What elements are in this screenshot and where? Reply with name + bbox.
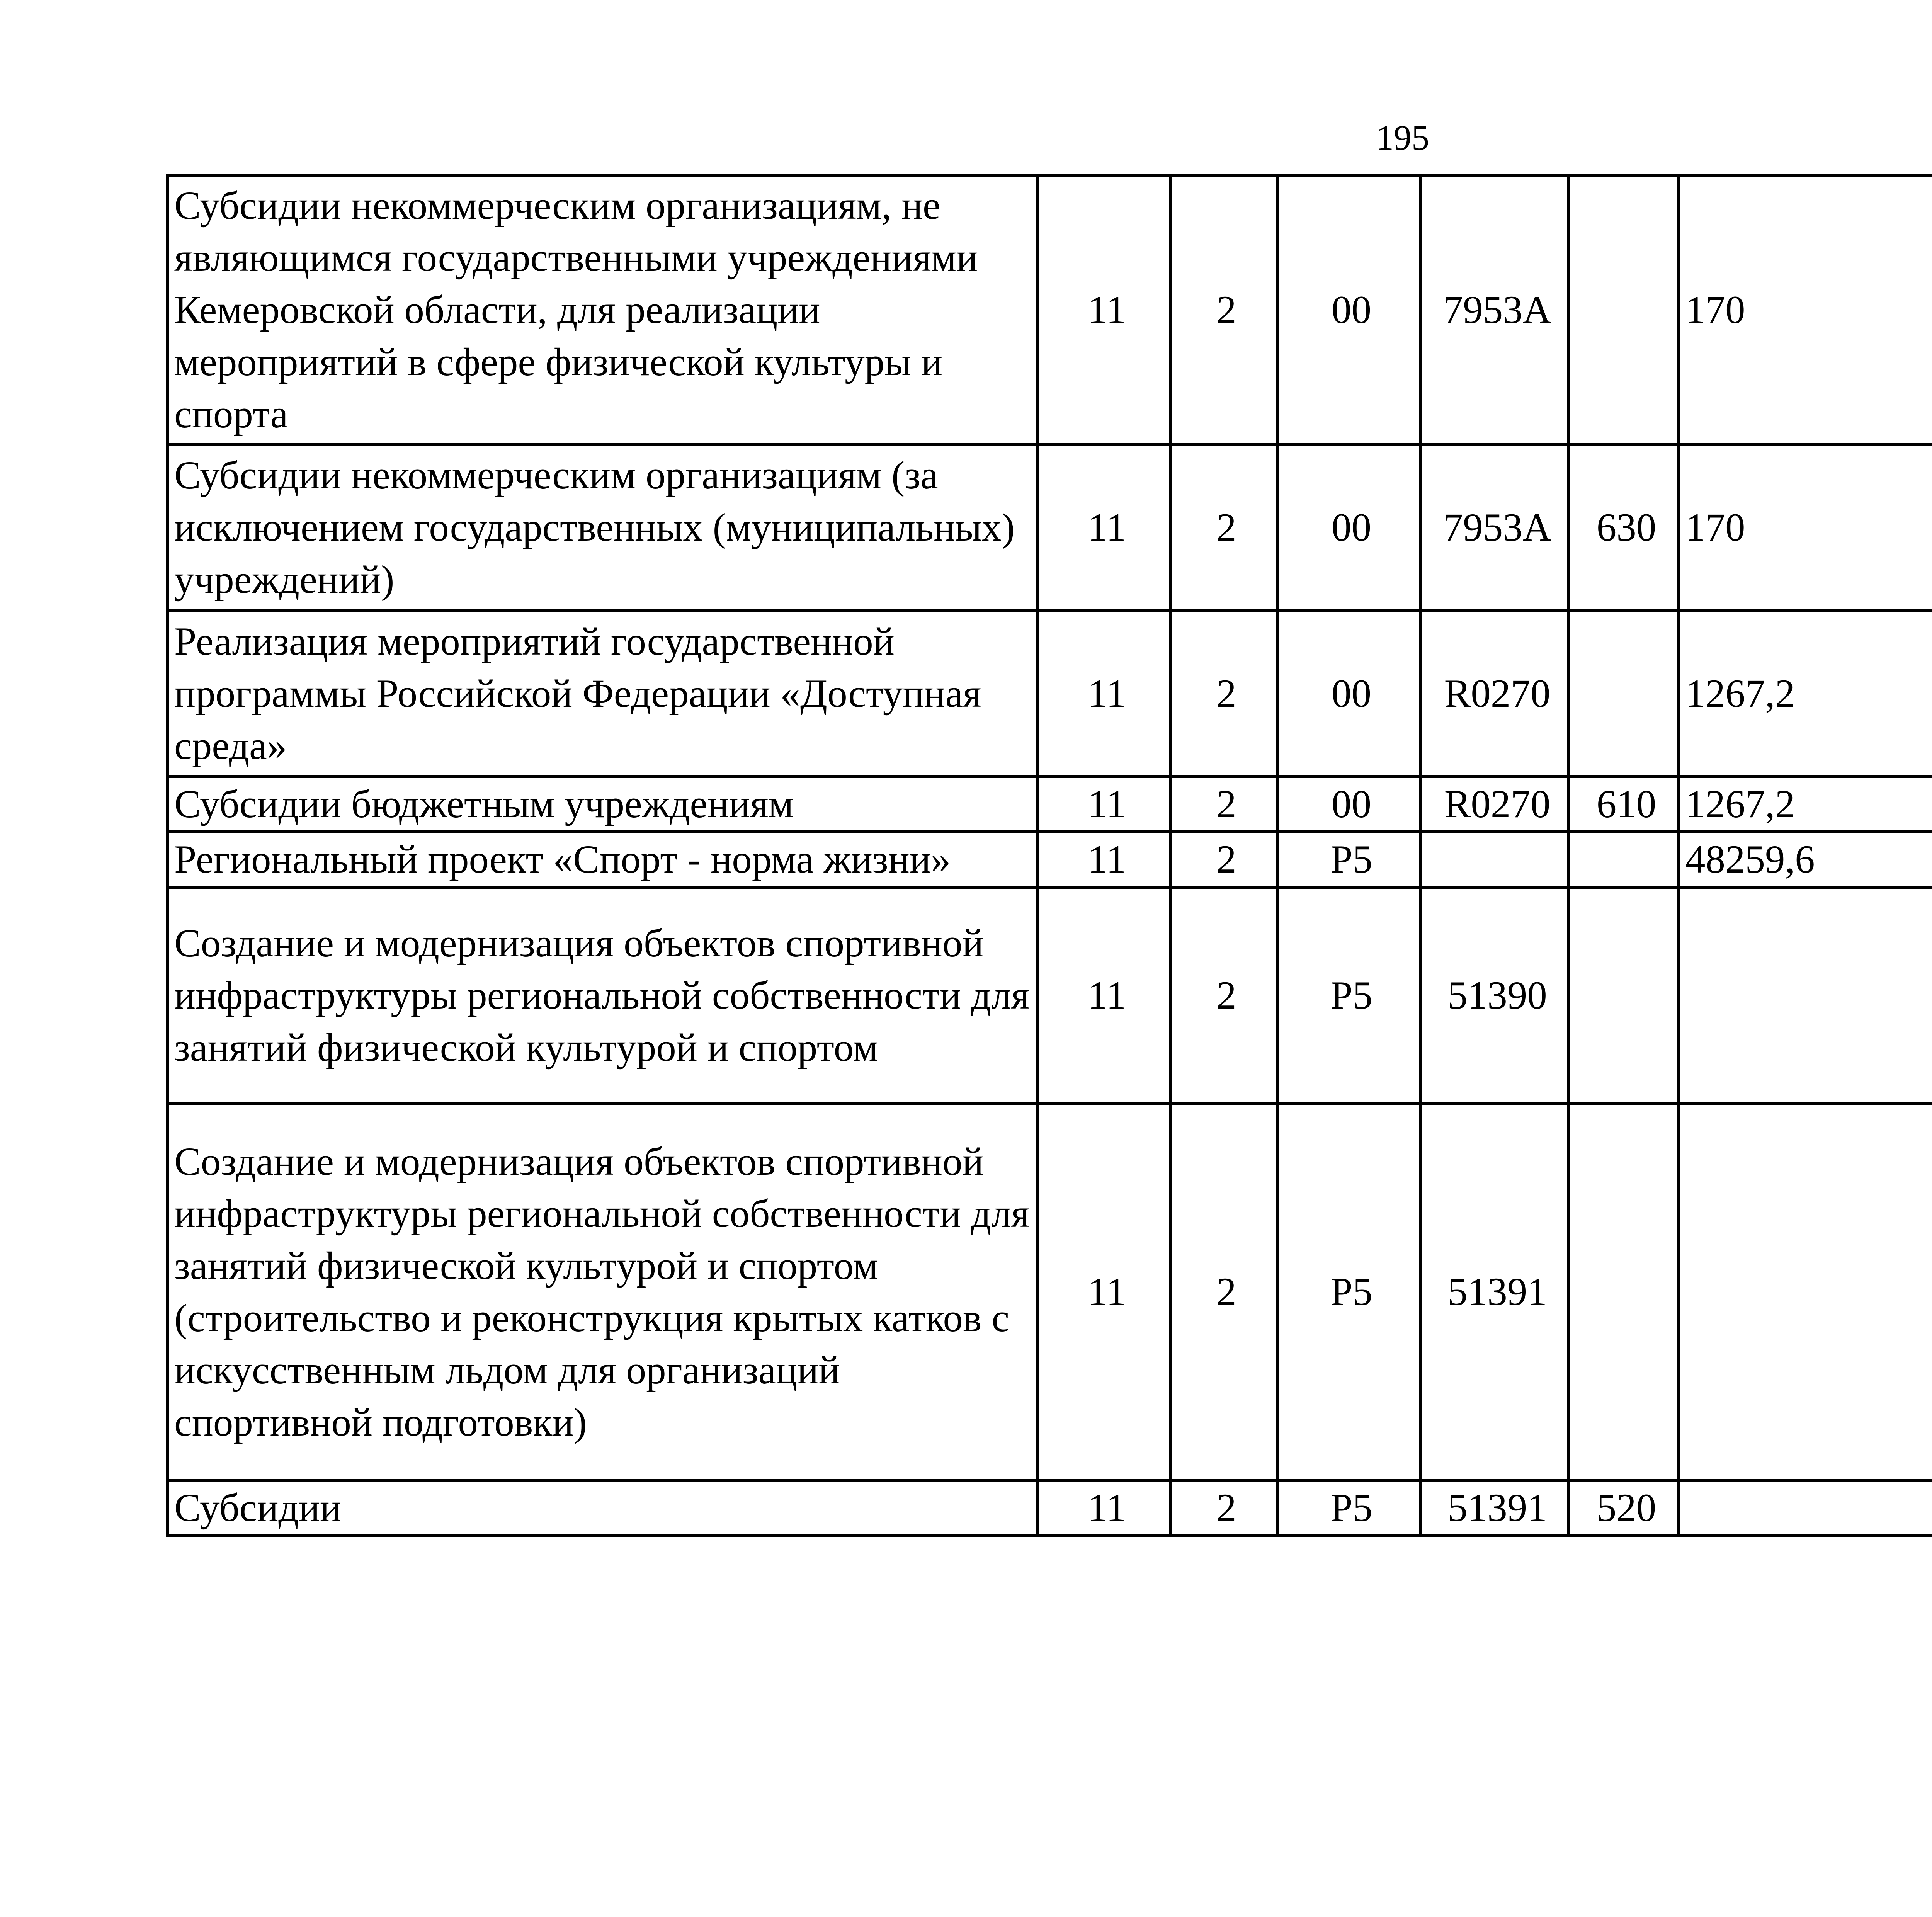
cell-subsection: 2 (1170, 887, 1277, 1104)
cell-amount-year-1: 170 (1679, 176, 1932, 444)
cell-amount-year-1: 1267,2 (1679, 611, 1932, 777)
cell-program: P5 (1277, 1480, 1420, 1536)
cell-item (1420, 832, 1569, 887)
cell-program: 00 (1277, 777, 1420, 832)
cell-expense-kind (1569, 1104, 1679, 1480)
cell-expense-kind: 520 (1569, 1480, 1679, 1536)
row-name: Создание и модернизация объектов спортивной инфраструктуры региональной собственности для занятий физической культурой и спортом (строительство и реконструкция крытых катков с искусственным льдом для организаций спортивной подготовки) (167, 1104, 1038, 1480)
cell-item: 51391 (1420, 1104, 1569, 1480)
cell-item: 7953А (1420, 444, 1569, 611)
cell-section: 11 (1038, 611, 1170, 777)
table-row (167, 1104, 1932, 1480)
table-row (167, 1480, 1932, 1536)
cell-expense-kind: 610 (1569, 777, 1679, 832)
table-row (167, 887, 1932, 1104)
table-body (167, 176, 1932, 1536)
table-row (167, 777, 1932, 832)
row-name: Субсидии бюджетным учреждениям (167, 777, 1038, 832)
cell-subsection: 2 (1170, 611, 1277, 777)
cell-subsection: 2 (1170, 444, 1277, 611)
cell-program: 00 (1277, 176, 1420, 444)
cell-amount-year-1 (1679, 887, 1932, 1104)
cell-section: 11 (1038, 444, 1170, 611)
cell-amount-year-1: 170 (1679, 444, 1932, 611)
cell-section: 11 (1038, 1480, 1170, 1536)
table-row (167, 176, 1932, 444)
cell-section: 11 (1038, 777, 1170, 832)
cell-expense-kind: 630 (1569, 444, 1679, 611)
cell-item: 51390 (1420, 887, 1569, 1104)
cell-expense-kind (1569, 176, 1679, 444)
table-row (167, 832, 1932, 887)
cell-subsection: 2 (1170, 176, 1277, 444)
row-name: Субсидии некоммерческим организациям (за исключением государственных (муниципальных) учреждений) (167, 444, 1038, 611)
table-row (167, 444, 1932, 611)
cell-amount-year-1: 48259,6 (1679, 832, 1932, 887)
cell-program: 00 (1277, 611, 1420, 777)
table-row (167, 611, 1932, 777)
cell-expense-kind (1569, 611, 1679, 777)
cell-item: R0270 (1420, 777, 1569, 832)
row-name: Создание и модернизация объектов спортивной инфраструктуры региональной собственности для занятий физической культурой и спортом (167, 887, 1038, 1104)
cell-expense-kind (1569, 832, 1679, 887)
cell-section: 11 (1038, 832, 1170, 887)
cell-section: 11 (1038, 887, 1170, 1104)
budget-table (166, 174, 1932, 1537)
row-name: Субсидии (167, 1480, 1038, 1536)
cell-program: P5 (1277, 887, 1420, 1104)
cell-item: 7953А (1420, 176, 1569, 444)
row-name: Реализация мероприятий государственной программы Российской Федерации «Доступная среда» (167, 611, 1038, 777)
cell-amount-year-1: 1267,2 (1679, 777, 1932, 832)
page-number: 195 (1376, 118, 1429, 157)
cell-program: 00 (1277, 444, 1420, 611)
cell-program: P5 (1277, 832, 1420, 887)
cell-expense-kind (1569, 887, 1679, 1104)
cell-subsection: 2 (1170, 777, 1277, 832)
cell-amount-year-1 (1679, 1480, 1932, 1536)
cell-subsection: 2 (1170, 1104, 1277, 1480)
cell-subsection: 2 (1170, 1480, 1277, 1536)
cell-item: 51391 (1420, 1480, 1569, 1536)
row-name: Региональный проект «Спорт - норма жизни» (167, 832, 1038, 887)
cell-item: R0270 (1420, 611, 1569, 777)
row-name: Субсидии некоммерческим организациям, не являющимся государственными учреждениями Кемеровской области, для реализации мероприятий в сфере физической культуры и спорта (167, 176, 1038, 444)
cell-section: 11 (1038, 176, 1170, 444)
cell-subsection: 2 (1170, 832, 1277, 887)
cell-program: P5 (1277, 1104, 1420, 1480)
cell-section: 11 (1038, 1104, 1170, 1480)
cell-amount-year-1 (1679, 1104, 1932, 1480)
